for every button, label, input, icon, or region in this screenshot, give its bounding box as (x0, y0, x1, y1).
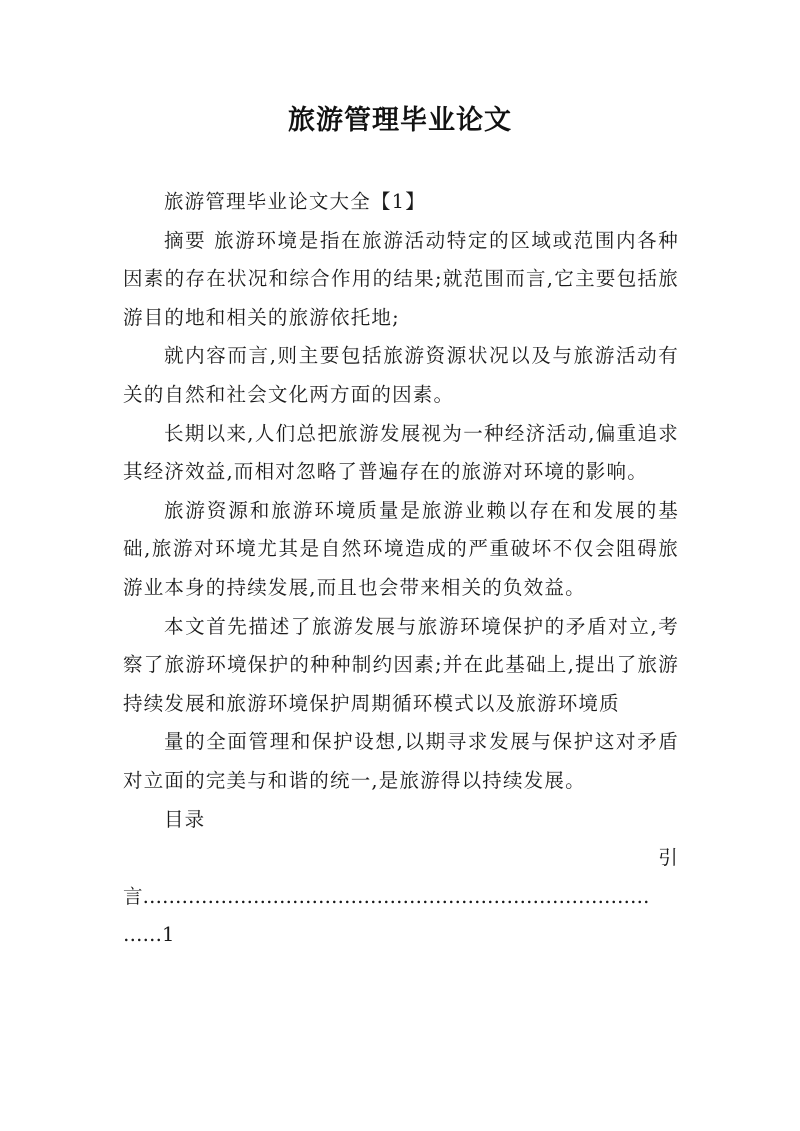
toc-entry-start: 引 (658, 846, 679, 870)
document-title: 旅游管理毕业论文 (288, 105, 512, 136)
toc-entry-leader: 言…………………………………………………………………… (123, 884, 650, 908)
body-paragraph: 本文首先描述了旅游发展与旅游环境保护的矛盾对立,考察了旅游环境保护的种种制约因素;并在此基础上,提出了旅游持续发展和旅游环境保护周期循环模式以及旅游环境质 (123, 614, 679, 715)
toc-heading: 目录 (163, 807, 206, 831)
document-body (123, 183, 679, 955)
abstract-paragraph: 摘要 旅游环境是指在旅游活动特定的区域或范围内各种因素的存在状况和综合作用的结果;就范围而言,它主要包括旅游目的地和相关的旅游依托地; (123, 228, 679, 329)
toc-entry-page: ……1 (123, 923, 175, 947)
body-paragraph: 长期以来,人们总把旅游发展视为一种经济活动,偏重追求其经济效益,而相对忽略了普遍存在的旅游对环境的影响。 (123, 421, 679, 484)
body-paragraph: 旅游资源和旅游环境质量是旅游业赖以存在和发展的基础,旅游对环境尤其是自然环境造成的严重破坏不仅会阻碍旅游业本身的持续发展,而且也会带来相关的负效益。 (123, 498, 679, 599)
body-paragraph: 就内容而言,则主要包括旅游资源状况以及与旅游活动有关的自然和社会文化两方面的因素。 (123, 344, 679, 406)
section-heading: 旅游管理毕业论文大全【1】 (163, 190, 426, 213)
body-paragraph: 量的全面管理和保护设想,以期寻求发展与保护这对矛盾对立面的完美与和谐的统一,是旅游得以持续发展。 (123, 730, 679, 792)
